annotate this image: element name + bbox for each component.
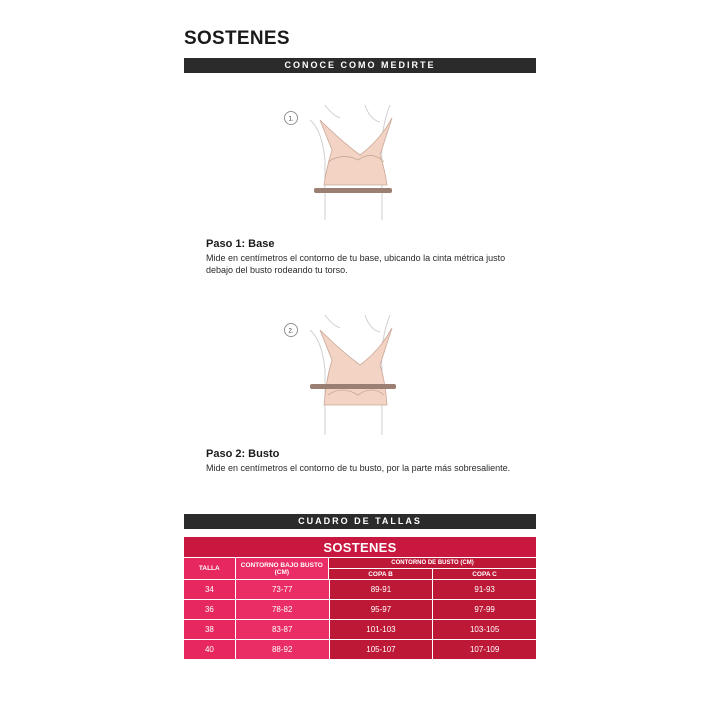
- size-table-header: [184, 558, 536, 579]
- step-1-description: Mide en centímetros el contorno de tu base, ubicando la cinta métrica justo debajo del busto rodeando tu torso.: [206, 253, 506, 275]
- cell-bajo: 78-82: [236, 600, 329, 619]
- table-row: [184, 600, 536, 619]
- table-row: [184, 580, 536, 599]
- header-talla: TALLA: [184, 558, 235, 579]
- header-copa-b: COPA B: [329, 569, 432, 579]
- cell-copa-c: 103-105: [433, 620, 536, 639]
- header-contorno-busto-group: [329, 558, 536, 579]
- cell-bajo: 73-77: [236, 580, 329, 599]
- cell-copa-b: 89-91: [330, 580, 433, 599]
- bra-base-measure-illustration: [280, 100, 420, 230]
- cell-copa-c: 91-93: [433, 580, 536, 599]
- size-table: [184, 537, 536, 659]
- header-copa-c: COPA C: [433, 569, 536, 579]
- cell-talla: 36: [184, 600, 235, 619]
- cell-copa-b: 95-97: [330, 600, 433, 619]
- table-row: [184, 620, 536, 639]
- step-1-number-badge: [283, 110, 299, 126]
- cell-bajo: 83-87: [236, 620, 329, 639]
- header-contorno-bajo: CONTORNO BAJO BUSTO (CM): [236, 558, 328, 579]
- svg-text:1.: 1.: [288, 116, 294, 123]
- size-table-title: SOSTENES: [184, 537, 536, 557]
- table-row: [184, 640, 536, 659]
- cell-bajo: 88-92: [236, 640, 329, 659]
- step-2-title: Paso 2: Busto: [206, 448, 280, 460]
- size-chart-bar: CUADRO DE TALLAS: [184, 514, 536, 529]
- cell-talla: 38: [184, 620, 235, 639]
- measure-section-bar: CONOCE COMO MEDIRTE: [184, 58, 536, 73]
- page-title: SOSTENES: [184, 28, 290, 49]
- cell-talla: 34: [184, 580, 235, 599]
- header-contorno-busto: CONTORNO DE BUSTO (CM): [329, 558, 536, 568]
- step-2-number-badge: [283, 322, 299, 338]
- svg-text:2.: 2.: [288, 328, 294, 335]
- cell-copa-b: 101-103: [330, 620, 433, 639]
- step-2-description: Mide en centímetros el contorno de tu busto, por la parte más sobresaliente.: [206, 463, 511, 473]
- cell-copa-b: 105-107: [330, 640, 433, 659]
- cell-talla: 40: [184, 640, 235, 659]
- bra-bust-measure-illustration: [280, 310, 420, 440]
- cell-copa-c: 107-109: [433, 640, 536, 659]
- step-1-title: Paso 1: Base: [206, 238, 275, 250]
- cell-copa-c: 97-99: [433, 600, 536, 619]
